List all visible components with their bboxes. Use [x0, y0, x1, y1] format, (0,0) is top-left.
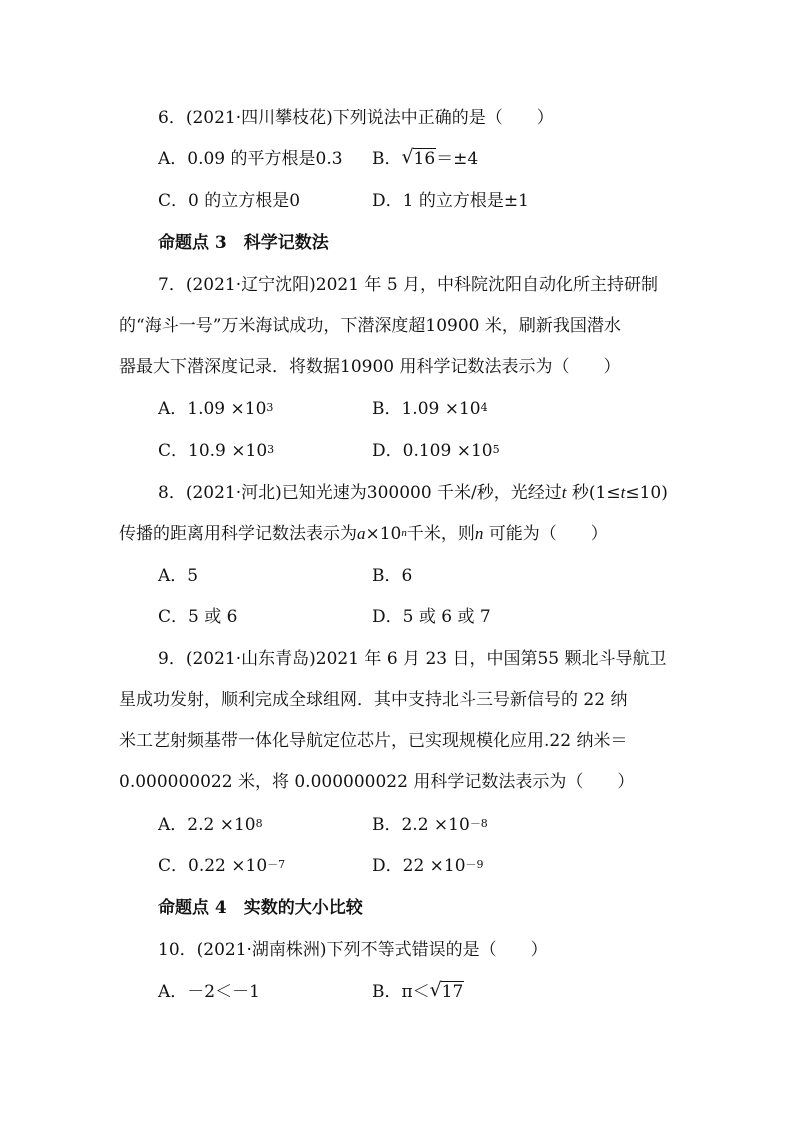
q9-stem-line-4: 0.000000022 米，将 0.000000022 用科学记数法表示为（ ）: [119, 772, 635, 792]
q6-option-a: A．0.09 的平方根是0.3: [158, 149, 343, 169]
q8-l1-a: 8．(2021·河北)已知光速为300000 千米/秒，光经过: [158, 483, 562, 503]
q6-option-b-radicand: 16: [413, 149, 436, 169]
q9-stem-line-3: 米工艺射频基带一体化导航定位芯片，已实现规模化应用.22 纳米＝: [119, 731, 628, 751]
q10-option-b: [372, 981, 464, 1003]
q9-stem-line-2: 星成功发射，顺利完成全球组网．其中支持北斗三号新信号的 22 纳: [119, 690, 628, 710]
q9-option-c-base: C．0.22 ×10: [158, 856, 268, 876]
q7-option-a-exp: 3: [266, 401, 274, 414]
q7-option-d: [372, 440, 500, 464]
sqrt-symbol: [430, 981, 465, 1003]
section-heading-3: 命题点 3 科学记数法: [158, 233, 329, 253]
q9-option-b-base: B．2.2 ×10: [372, 815, 470, 835]
q9-option-a-exp: 8: [255, 817, 263, 830]
q8-l2-a: 传播的距离用科学记数法表示为: [119, 524, 357, 544]
q8-option-a: A．5: [158, 566, 199, 586]
sqrt-symbol: [402, 148, 437, 170]
q8-var-a: a: [357, 524, 366, 543]
q9-stem-line-1: 9．(2021·山东青岛)2021 年 6 月 23 日，中国第55 颗北斗导航卫: [158, 649, 667, 669]
q7-option-c-exp: 3: [267, 443, 275, 456]
q8-var-t: t: [561, 483, 567, 502]
q6-option-d: D．1 的立方根是±1: [372, 191, 529, 211]
q8-option-d: D．5 或 6 或 7: [372, 607, 491, 627]
q7-option-a-base: A．1.09 ×10: [158, 399, 267, 419]
q7-stem-line-1: 7．(2021·辽宁沈阳)2021 年 5 月，中科院沈阳自动化所主持研制: [158, 275, 659, 295]
q10-stem: 10．(2021·湖南株洲)下列不等式错误的是（ ）: [158, 940, 548, 960]
q7-option-c: [158, 440, 274, 464]
q8-stem-line-2: [119, 523, 608, 547]
q8-var-n: n: [474, 524, 484, 543]
q7-option-b-exp: 4: [480, 401, 488, 414]
q7-option-b-base: B．1.09 ×10: [372, 399, 481, 419]
q6-option-b: [372, 148, 478, 170]
q7-option-a: [158, 398, 273, 422]
q8-l2-c: 千米，则: [406, 524, 475, 544]
q8-l1-b: 秒(1≤: [566, 483, 621, 503]
q8-l1-c: ≤10): [625, 483, 668, 503]
q6-stem: 6．(2021·四川攀枝花)下列说法中正确的是（ ）: [158, 108, 554, 128]
section-heading-4: 命题点 4 实数的大小比较: [158, 898, 363, 918]
q7-option-d-exp: 5: [492, 443, 500, 456]
q8-stem-line-1: [158, 482, 668, 504]
q8-option-c: C．5 或 6: [158, 607, 238, 627]
q8-option-b: B．6: [372, 566, 413, 586]
q9-option-d: [372, 855, 484, 879]
q8-l2-b: ×10: [365, 524, 402, 544]
q10-option-b-radicand: 17: [441, 982, 464, 1002]
q9-option-a: [158, 814, 263, 838]
q9-option-c: [158, 855, 285, 879]
q9-option-b: [372, 814, 488, 838]
q7-option-c-base: C．10.9 ×10: [158, 441, 268, 461]
q9-option-a-base: A．2.2 ×10: [158, 815, 256, 835]
q9-option-d-exp: －9: [465, 858, 484, 871]
q8-var-t-2: t: [620, 483, 626, 502]
q10-option-a: A．－2＜－1: [158, 982, 260, 1002]
q6-option-b-rest: ＝±4: [436, 149, 479, 169]
q10-option-b-label: B．π＜: [372, 982, 430, 1002]
q7-stem-line-3: 器最大下潜深度记录．将数据10900 用科学记数法表示为（ ）: [119, 357, 621, 377]
q6-option-c: C．0 的立方根是0: [158, 191, 301, 211]
q7-option-b: [372, 398, 488, 422]
q8-l2-d: 可能为（ ）: [483, 524, 608, 544]
q9-option-b-exp: －8: [469, 817, 488, 830]
q7-stem-line-2: 的“海斗一号”万米海试成功，下潜深度超10900 米，刷新我国潜水: [119, 316, 621, 336]
q7-option-d-base: D．0.109 ×10: [372, 441, 493, 461]
q8-exp-n: n: [401, 527, 407, 539]
q9-option-c-exp: －7: [267, 858, 286, 871]
q9-option-d-base: D．22 ×10: [372, 856, 466, 876]
q6-option-b-label: B．: [372, 149, 402, 169]
